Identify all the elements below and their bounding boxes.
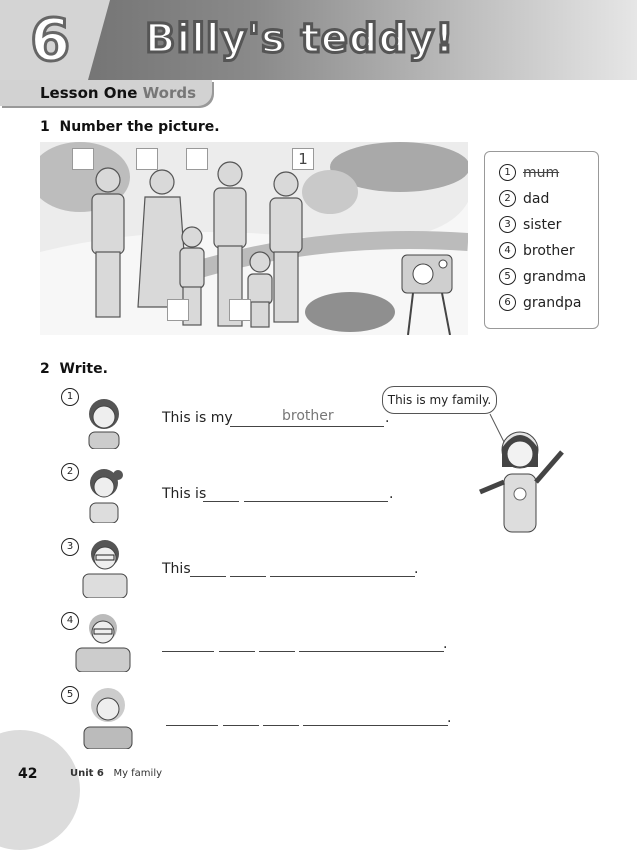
row-number-3: 3 bbox=[61, 538, 79, 556]
speech-bubble: This is my family. bbox=[382, 386, 497, 414]
dad-portrait bbox=[78, 536, 132, 598]
footer-unit-title: My family bbox=[113, 768, 163, 779]
exercise2-heading bbox=[40, 361, 108, 377]
answer-box-example: 1 bbox=[292, 148, 314, 170]
row-2-end: . bbox=[389, 486, 394, 502]
answer-box-mum[interactable] bbox=[72, 148, 94, 170]
lesson-subtitle: Words bbox=[142, 84, 197, 102]
exercise1-number: 1 bbox=[40, 119, 50, 135]
footer-unit bbox=[70, 768, 162, 779]
row-4-line-a[interactable] bbox=[162, 651, 214, 652]
word-item-5: 5 grandma bbox=[499, 268, 586, 285]
row-number-1: 1 bbox=[61, 388, 79, 406]
row-number-5: 5 bbox=[61, 686, 79, 704]
footer-unit-label: Unit 6 bbox=[70, 768, 104, 779]
word-item-2: 2 dad bbox=[499, 190, 549, 207]
row-3-prefix: This bbox=[162, 561, 191, 577]
answer-box-sister[interactable] bbox=[167, 299, 189, 321]
word-item-4: 4 brother bbox=[499, 242, 575, 259]
row-2-line-a[interactable] bbox=[203, 501, 239, 502]
row-3-line-a[interactable] bbox=[190, 576, 226, 577]
row-number-4: 4 bbox=[61, 612, 79, 630]
watermark bbox=[165, 400, 182, 460]
grandpa-portrait bbox=[72, 610, 134, 672]
row-3-end: . bbox=[414, 561, 419, 577]
exercise1-instruction: Number the picture. bbox=[59, 119, 220, 135]
girl-illustration bbox=[472, 412, 582, 534]
lesson-heading bbox=[40, 84, 196, 102]
row-4-line-d[interactable] bbox=[299, 651, 444, 652]
page-title: Billy's teddy! bbox=[145, 16, 455, 62]
exercise1-heading bbox=[40, 119, 220, 135]
word-item-3: 3 sister bbox=[499, 216, 561, 233]
word-item-1: 1 mum bbox=[499, 164, 559, 181]
row-1-prefix: This is my bbox=[162, 410, 233, 426]
answer-box-brother[interactable] bbox=[229, 299, 251, 321]
answer-box-grandpa[interactable] bbox=[186, 148, 208, 170]
family-scene-drawing bbox=[40, 142, 468, 335]
row-4-line-c[interactable] bbox=[259, 651, 295, 652]
row-2-prefix: This is bbox=[162, 486, 207, 502]
row-4-end: . bbox=[443, 636, 448, 652]
family-illustration bbox=[40, 142, 468, 335]
row-5-end: . bbox=[447, 710, 452, 726]
row-5-line-b[interactable] bbox=[223, 725, 259, 726]
exercise2-number: 2 bbox=[40, 361, 50, 377]
answer-box-grandma[interactable] bbox=[136, 148, 158, 170]
row-5-line-a[interactable] bbox=[166, 725, 218, 726]
word-list-box bbox=[484, 151, 599, 329]
sister-portrait bbox=[84, 465, 124, 523]
lesson-name: Lesson One bbox=[40, 84, 138, 102]
brother-portrait bbox=[84, 394, 124, 449]
row-1-line[interactable] bbox=[230, 426, 384, 427]
page-number: 42 bbox=[18, 766, 38, 782]
row-number-2: 2 bbox=[61, 463, 79, 481]
row-5-line-c[interactable] bbox=[263, 725, 299, 726]
row-5-line-d[interactable] bbox=[303, 725, 448, 726]
row-3-line-b[interactable] bbox=[230, 576, 266, 577]
row-1-end: . bbox=[385, 410, 390, 426]
exercise2-instruction: Write. bbox=[59, 361, 108, 377]
row-1-answer: brother bbox=[282, 408, 334, 424]
row-4-line-b[interactable] bbox=[219, 651, 255, 652]
page-number-badge bbox=[0, 730, 80, 850]
row-3-line-c[interactable] bbox=[270, 576, 415, 577]
row-2-line-b[interactable] bbox=[244, 501, 388, 502]
grandma-portrait bbox=[80, 685, 136, 749]
unit-number: 6 bbox=[30, 6, 71, 74]
word-item-6: 6 grandpa bbox=[499, 294, 581, 311]
